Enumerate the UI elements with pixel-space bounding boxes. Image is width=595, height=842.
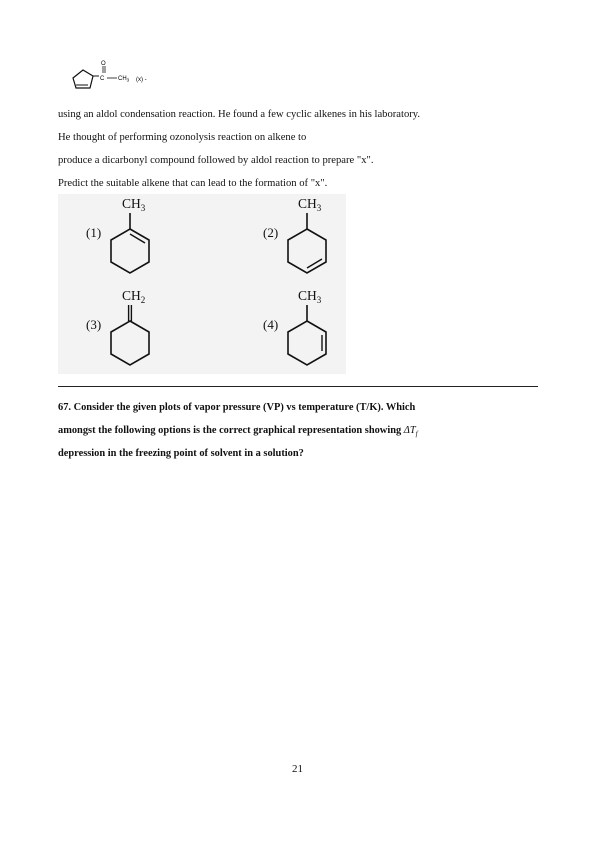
option-1-structure <box>100 210 160 280</box>
option-2-substituent: $CH_3$ <box>298 196 322 213</box>
question-67-line-1: 67. Consider the given plots of vapor pressure (VP) vs temperature (T/K). Which <box>58 402 416 413</box>
cyclopentenyl-ketone-structure <box>60 58 170 98</box>
question-67-line-3: depression in the freezing point of solvent in a solution? <box>58 448 304 459</box>
paragraph-line-3: produce a dicarbonyl compound followed by aldol reaction to prepare "x". <box>58 155 374 166</box>
option-2-number: (2) <box>263 225 279 240</box>
methyl-label: $CH_3$ <box>118 76 130 83</box>
delta-tf-symbol: $\Delta T_f$ <box>403 425 418 439</box>
option-4-number: (4) <box>263 317 279 332</box>
option-2-structure <box>277 210 337 280</box>
compound-x-tag: (x) - <box>136 77 147 83</box>
option-4-substituent: $CH_3$ <box>298 288 322 305</box>
carbonyl-carbon-label: C <box>100 76 105 82</box>
option-1-substituent: $CH_3$ <box>122 196 146 213</box>
option-1-number: (1) <box>86 225 102 240</box>
section-divider <box>58 386 538 387</box>
carbonyl-oxygen-label: O <box>101 61 106 67</box>
option-3-structure <box>100 302 160 372</box>
paragraph-line-1: using an aldol condensation reaction. He found a few cyclic alkenes in his laboratory. <box>58 109 421 120</box>
question-67-line-2: amongst the following options is the correct graphical representation showing $\Delta T_f$ <box>58 425 418 439</box>
option-3-substituent: $CH_2$ <box>122 288 146 305</box>
option-4-structure <box>277 302 337 372</box>
paragraph-line-2: He thought of performing ozonolysis reaction on alkene to <box>58 132 307 143</box>
page-number: 21 <box>292 763 303 775</box>
paragraph-line-4: Predict the suitable alkene that can lead to the formation of "x". <box>58 178 328 189</box>
option-3-number: (3) <box>86 317 102 332</box>
